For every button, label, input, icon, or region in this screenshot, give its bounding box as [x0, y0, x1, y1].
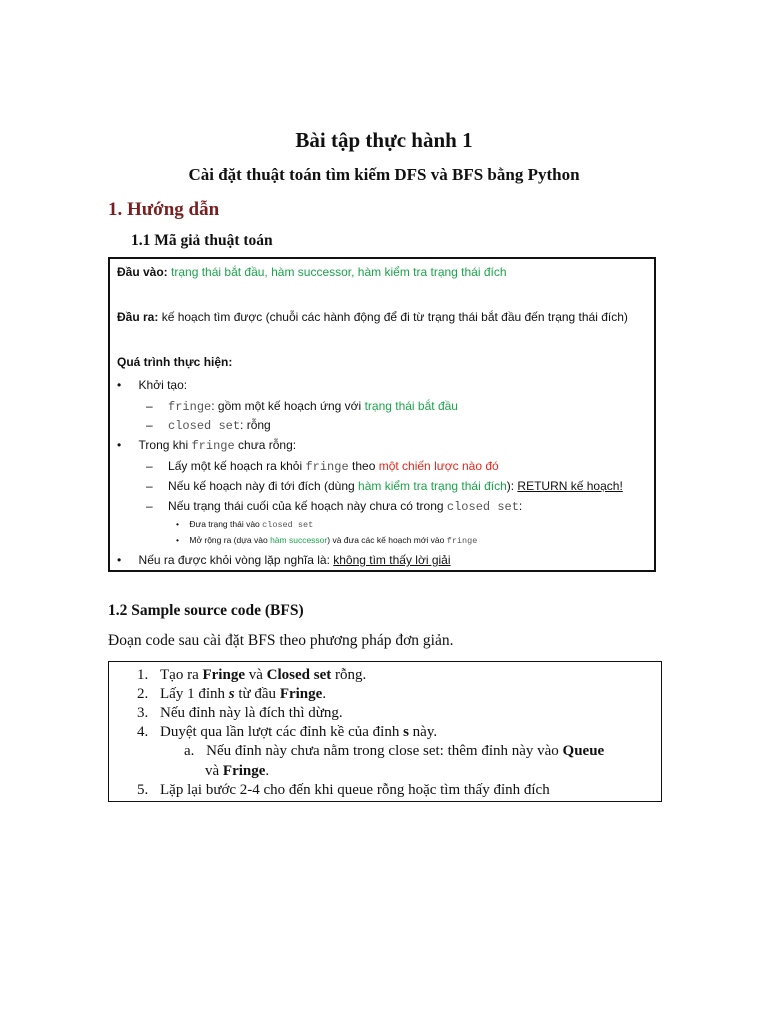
step-text: . [322, 686, 327, 702]
bullet-dot-icon: • [117, 553, 122, 567]
take-text-a: Lấy một kế hoạch ra khỏi [168, 459, 306, 473]
bullet-dot-icon: • [117, 438, 122, 452]
pseudocode-box [108, 257, 656, 572]
step-text: Lấy 1 đỉnh [160, 686, 229, 702]
step-bold: s [403, 724, 409, 740]
step-number: 5. [137, 782, 149, 798]
expand-text-a: Mở rộng ra (dựa vào [189, 535, 271, 545]
section-heading-1-1: 1.1 Mã giả thuật toán [131, 232, 273, 249]
document-title: Bài tập thực hành 1 [295, 128, 473, 152]
init-fringe-green: trạng thái bắt đầu [364, 399, 458, 413]
step-1 [137, 667, 366, 684]
expand-line [176, 535, 477, 546]
step-text: và [244, 667, 267, 683]
fringe-code: fringe [191, 439, 235, 453]
fringe-code: fringe [305, 460, 349, 474]
step-text: . [265, 763, 270, 779]
goal-text-a: Nếu kế hoạch này đi tới đích (dùng [168, 479, 359, 493]
take-text-b: theo [348, 459, 379, 473]
step-5 [137, 782, 550, 799]
step-text: và [205, 763, 223, 779]
take-text-red: một chiến lược nào đó [378, 459, 499, 473]
bullet-dot-icon: • [176, 535, 179, 545]
step-number: 1. [137, 667, 149, 683]
step-bold: Queue [562, 743, 605, 759]
step-4a [184, 743, 604, 760]
output-line [117, 310, 628, 324]
step-3 [137, 705, 343, 722]
goal-return: RETURN kế hoạch! [517, 479, 623, 493]
input-line [117, 265, 507, 279]
step-4 [137, 724, 437, 741]
closed-set-code: closed set [168, 419, 241, 433]
dash-icon: – [146, 399, 153, 413]
step-number: a. [184, 743, 195, 759]
step-bold: Closed set [266, 667, 332, 683]
init-fringe-text: : gồm một kế hoạch ứng với [211, 399, 365, 413]
step-4a-cont [205, 763, 269, 780]
step-text: rỗng. [331, 667, 367, 683]
step-text: Tạo ra [160, 667, 203, 683]
step-text: từ đầu [234, 686, 280, 702]
bullet-while [117, 438, 296, 453]
process-label: Quá trình thực hiện: [117, 355, 233, 369]
exit-text: Nếu ra được khỏi vòng lặp nghĩa là: [138, 553, 334, 567]
while-text-a: Trong khi [138, 438, 192, 452]
while-text-b: chưa rỗng: [234, 438, 297, 452]
exit-underlined: không tìm thấy lời giải [333, 553, 451, 567]
intro-paragraph: Đoạn code sau cài đặt BFS theo phương pháp đơn giản. [108, 632, 454, 649]
dash-icon: – [146, 459, 153, 473]
steps-box [108, 661, 662, 802]
closed-set-code: closed set [446, 500, 519, 514]
bullet-dot-icon: • [117, 378, 122, 392]
dash-icon: – [146, 499, 153, 513]
output-label: Đầu ra: [117, 310, 159, 324]
goal-line [146, 479, 623, 493]
step-text: này. [408, 724, 438, 740]
step-2 [137, 686, 326, 703]
section-heading-1-2: 1.2 Sample source code (BFS) [108, 602, 304, 619]
step-bold: Fringe [222, 763, 266, 779]
add-text: Đưa trạng thái vào [189, 519, 263, 529]
step-italic: s [228, 686, 235, 702]
section-heading-1: 1. Hướng dẫn [108, 199, 220, 220]
bullet-dot-icon: • [176, 519, 179, 529]
notin-text: Nếu trạng thái cuối của kế hoạch này chưa có trong [168, 499, 447, 513]
fringe-code: fringe [168, 400, 212, 414]
input-text: trạng thái bắt đầu, hàm successor, hàm kiểm tra trạng thái đích [171, 265, 507, 279]
step-text: Duyệt qua lần lượt các đỉnh kề của đỉnh [160, 724, 404, 740]
step-text: Nếu đỉnh này là đích thì dừng. [160, 705, 343, 721]
add-line [176, 519, 313, 530]
step-text: Lặp lại bước 2-4 cho đến khi queue rỗng hoặc tìm thấy đỉnh đích [160, 782, 550, 798]
dash-icon: – [146, 418, 153, 432]
step-bold: Fringe [279, 686, 323, 702]
output-text: kế hoạch tìm được (chuỗi các hành động để đi từ trạng thái bắt đầu đến trạng thái đích) [161, 310, 628, 324]
bullet-exit [117, 553, 451, 567]
goal-text-b: ): [506, 479, 518, 493]
fringe-code: fringe [446, 536, 478, 546]
bullet-init [117, 378, 187, 392]
expand-text-b: ) và đưa các kế hoạch mới vào [327, 535, 447, 545]
step-number: 4. [137, 724, 149, 740]
init-closed-line [146, 418, 271, 433]
notin-end: : [518, 499, 523, 513]
dash-icon: – [146, 479, 153, 493]
step-number: 3. [137, 705, 149, 721]
document-subtitle: Cài đặt thuật toán tìm kiếm DFS và BFS bằng Python [188, 165, 580, 184]
closed-set-code: closed set [262, 520, 314, 530]
notin-line [146, 499, 522, 514]
step-number: 2. [137, 686, 149, 702]
init-closed-text: : rỗng [240, 418, 271, 432]
step-text: Nếu đỉnh này chưa nằm trong close set: thêm đỉnh này vào [206, 743, 563, 759]
take-line [146, 459, 499, 474]
bullet-init-text: Khởi tạo: [138, 378, 188, 392]
expand-text-green: hàm successor [270, 535, 328, 545]
goal-text-green: hàm kiểm tra trạng thái đích [358, 479, 507, 493]
input-label: Đầu vào: [117, 265, 168, 279]
init-fringe-line [146, 399, 458, 414]
step-bold: Fringe [202, 667, 245, 683]
